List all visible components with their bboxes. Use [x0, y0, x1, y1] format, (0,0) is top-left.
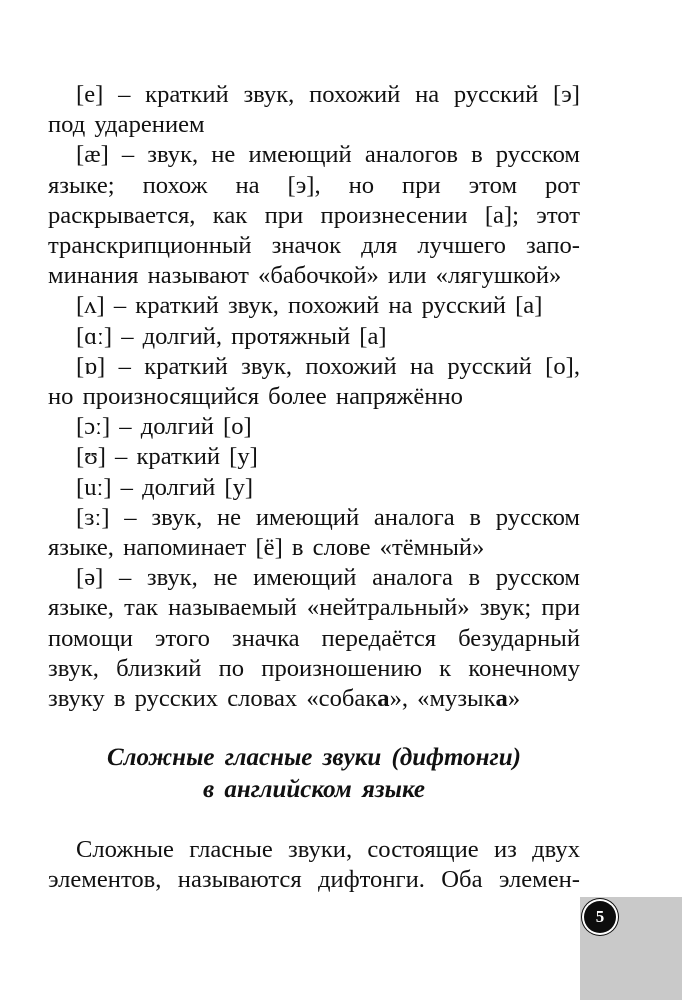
page-number-badge: 5 — [584, 901, 616, 933]
intro-section — [48, 835, 580, 895]
vowel-entry-long-a: [ɑː] – долгий, протяжный [а] — [76, 322, 387, 350]
schwa-text-middle: », «музык — [389, 685, 496, 713]
schwa-bold-ending-1: а — [377, 685, 390, 713]
vowel-list — [48, 80, 580, 714]
vowel-entry-short-u: [ʊ] – краткий [у] — [76, 443, 258, 471]
schwa-bold-ending-2: а — [495, 685, 508, 713]
vowel-entry-long-u: [uː] – долгий [у] — [76, 473, 254, 501]
vowel-entry-long-o: [ɔː] – долгий [о] — [76, 413, 252, 441]
schwa-text-after: » — [507, 685, 521, 713]
vowel-entry-e: [e] – краткий звук, похожий на русский [э] под ударением — [48, 81, 580, 139]
vowel-entry-wedge: [ʌ] – краткий звук, похожий на русский [а] — [76, 292, 543, 320]
vowel-entry-short-o: [ɒ] – краткий звук, похожий на русский [о], но произносящийся более напряжённо — [48, 352, 580, 411]
heading-line-2: в английском языке — [202, 776, 426, 803]
heading-line-1: Сложные гласные звуки (дифтонги) — [107, 744, 521, 771]
vowel-entry-ae: [æ] – звук, не имеющий аналогов в русском языке; похож на [э], но при этом рот раскрывается, как при произнесении [а]; этот транскрипционный значок для лучшего запоминания называют «бабочкой» или «лягушкой» — [48, 141, 580, 290]
intro-paragraph: Сложные гласные звуки, состоящие из двух элементов, называются дифтонги. Оба элемен- — [48, 836, 580, 894]
section-heading — [48, 742, 580, 806]
schwa-text-before: [ə] – звук, не имеющий аналога в русском языке, так называемый «нейтральный» звук; при помощи этого значка передаётся безударный звук, близкий по произношению к конечному звуку в русских словах «собак — [48, 564, 580, 713]
vowel-entry-er: [ɜː] – звук, не имеющий аналога в русском языке, напоминает [ё] в слове «тёмный» — [48, 503, 580, 562]
vowel-entry-schwa — [48, 563, 580, 714]
